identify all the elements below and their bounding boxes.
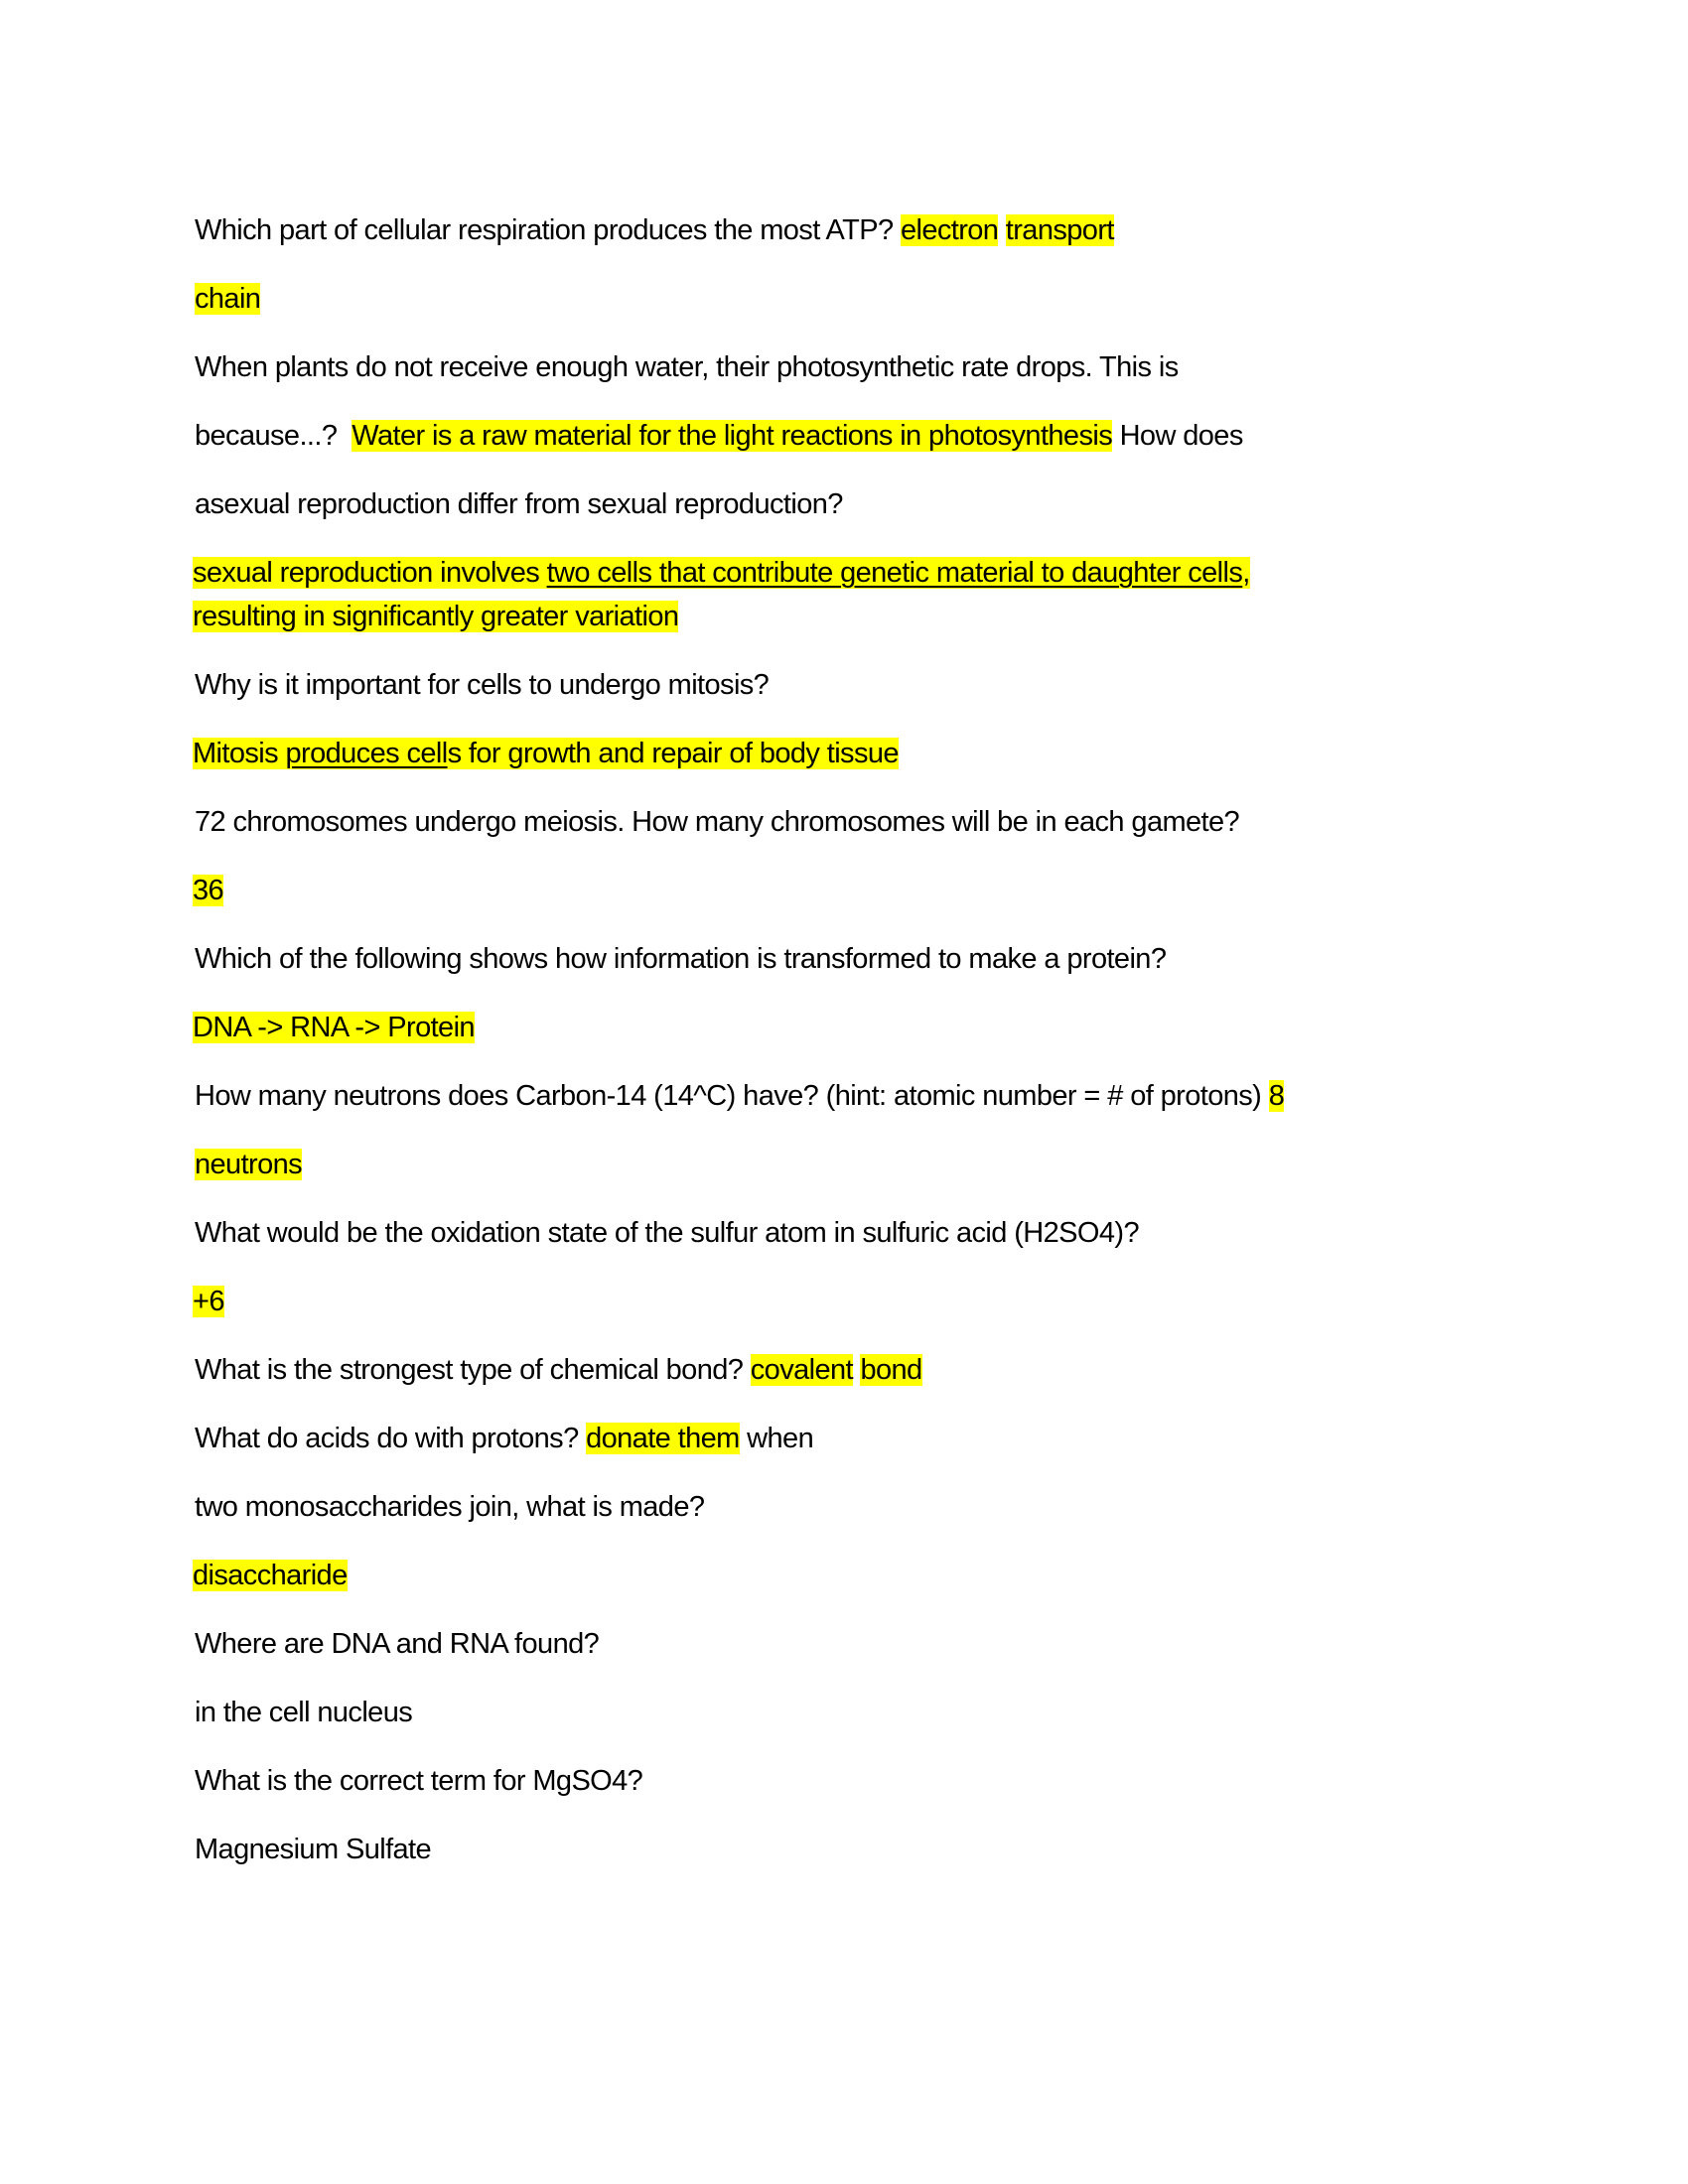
question-text: when bbox=[739, 1423, 814, 1454]
answer-text: , bbox=[1242, 557, 1250, 589]
question-acids bbox=[195, 1419, 813, 1458]
question-oxidation bbox=[195, 1213, 1139, 1253]
question-text: because...? bbox=[195, 420, 352, 452]
underlined-text: two cells that contribute genetic material to daughter cells bbox=[546, 557, 1243, 589]
answer-highlight: DNA -> RNA -> Protein bbox=[193, 1012, 475, 1043]
answer-asexual bbox=[193, 553, 1250, 593]
question-mitosis bbox=[195, 665, 769, 705]
question-text: How does bbox=[1112, 420, 1243, 452]
answer-highlight bbox=[193, 557, 1250, 589]
answer-highlight: +6 bbox=[193, 1286, 224, 1317]
answer-highlight: 36 bbox=[193, 875, 224, 906]
question-text: Which part of cellular respiration produces the most ATP? bbox=[195, 214, 901, 246]
answer-text: Magnesium Sulfate bbox=[195, 1834, 432, 1865]
question-mgso4 bbox=[195, 1761, 642, 1801]
question-text: How many neutrons does Carbon-14 (14^C) have? (hint: atomic number = # of protons) bbox=[195, 1080, 1269, 1112]
question-text: What would be the oxidation state of the sulfur atom in sulfuric acid (H2SO4)? bbox=[195, 1217, 1139, 1249]
question-asexual bbox=[195, 484, 843, 524]
question-bond bbox=[195, 1350, 922, 1390]
question-text: two monosaccharides join, what is made? bbox=[195, 1491, 705, 1523]
question-text: What is the correct term for MgSO4? bbox=[195, 1765, 643, 1797]
question-text: When plants do not receive enough water, their photosynthetic rate drops. This is bbox=[195, 351, 1179, 383]
question-text: Which of the following shows how information is transformed to make a protein? bbox=[195, 943, 1167, 975]
question-text: What do acids do with protons? bbox=[195, 1423, 587, 1454]
answer-highlight: transport bbox=[1005, 214, 1114, 246]
answer-text: s for growth and repair of body tissue bbox=[447, 738, 899, 769]
answer-text: in the cell nucleus bbox=[195, 1697, 413, 1728]
answer-highlight: covalent bbox=[750, 1354, 853, 1386]
answer-text: sexual reproduction involves bbox=[193, 557, 547, 589]
answer-mitosis bbox=[193, 734, 899, 773]
answer-atp-cont bbox=[195, 279, 260, 319]
answer-highlight: 8 bbox=[1268, 1080, 1285, 1112]
answer-highlight: resulting in significantly greater variation bbox=[193, 601, 679, 632]
question-meiosis bbox=[195, 802, 1239, 842]
answer-highlight: Water is a raw material for the light reactions in photosynthesis bbox=[352, 420, 1113, 452]
answer-highlight bbox=[193, 738, 899, 769]
answer-carbon14-cont bbox=[195, 1145, 302, 1184]
answer-asexual-cont bbox=[193, 597, 678, 636]
question-text: What is the strongest type of chemical bond? bbox=[195, 1354, 751, 1386]
question-text: Where are DNA and RNA found? bbox=[195, 1628, 600, 1660]
question-atp bbox=[195, 210, 1114, 250]
question-text: asexual reproduction differ from sexual reproduction? bbox=[195, 488, 843, 520]
answer-mgso4 bbox=[195, 1830, 431, 1869]
underlined-text: produces cell bbox=[285, 738, 448, 769]
answer-highlight: chain bbox=[195, 283, 261, 315]
answer-oxidation bbox=[193, 1282, 224, 1321]
question-text: Why is it important for cells to undergo mitosis? bbox=[195, 669, 770, 701]
answer-protein bbox=[193, 1008, 475, 1047]
answer-highlight: electron bbox=[900, 214, 999, 246]
question-protein bbox=[195, 939, 1166, 979]
answer-highlight: neutrons bbox=[195, 1149, 303, 1180]
question-dna-rna bbox=[195, 1624, 599, 1664]
question-text: 72 chromosomes undergo meiosis. How many chromosomes will be in each gamete? bbox=[195, 806, 1240, 838]
answer-meiosis bbox=[193, 871, 223, 910]
answer-plants-water bbox=[195, 416, 1243, 456]
answer-highlight: bond bbox=[860, 1354, 922, 1386]
answer-highlight: donate them bbox=[586, 1423, 740, 1454]
answer-text: Mitosis bbox=[193, 738, 286, 769]
answer-monosaccharides bbox=[193, 1556, 348, 1595]
answer-dna-rna bbox=[195, 1693, 412, 1732]
question-carbon14 bbox=[195, 1076, 1284, 1116]
answer-highlight: disaccharide bbox=[193, 1560, 348, 1591]
question-plants-water bbox=[195, 347, 1179, 387]
question-monosaccharides bbox=[195, 1487, 704, 1527]
